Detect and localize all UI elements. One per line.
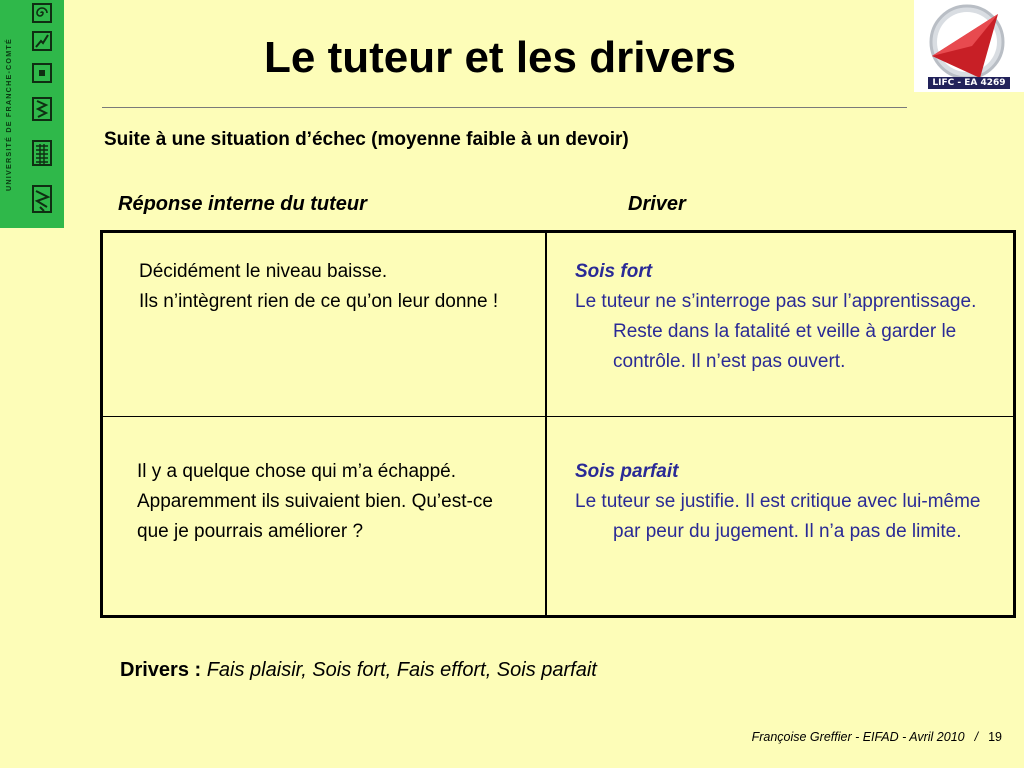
column-header-response: Réponse interne du tuteur: [118, 193, 367, 215]
tutor-response: Décidément le niveau baisse. Ils n’intègrent rien de ce qu’on leur donne !: [139, 261, 499, 312]
driver-block: [575, 457, 1013, 547]
grid-icon: [31, 142, 53, 164]
subtitle: Suite à une situation d’échec (moyenne faible à un devoir): [104, 129, 629, 150]
footer-separator: /: [974, 730, 979, 744]
driver-description: Le tuteur se justifie. Il est critique avec lui-même par peur du jugement. Il n’a pas de limite.: [575, 491, 981, 542]
drivers-summary: [120, 659, 597, 682]
university-icons: [26, 0, 58, 228]
page-title: Le tuteur et les drivers: [264, 33, 736, 82]
figure-icon: [31, 188, 53, 210]
title-divider: [102, 107, 907, 108]
driver-name: Sois parfait: [575, 461, 679, 482]
spiral-icon: [31, 2, 53, 24]
driver-description: Le tuteur ne s’interroge pas sur l’apprentissage. Reste dans la fatalité et veille à garder le contrôle. Il n’est pas ouvert.: [575, 291, 977, 372]
slide-footer: [752, 730, 1002, 744]
university-name: UNIVERSITÉ DE FRANCHE-COMTÉ: [3, 37, 13, 191]
zigzag-icon: [31, 98, 53, 120]
logo-caption: LIFC - EA 4269: [928, 77, 1010, 89]
driver-block: [575, 257, 1013, 377]
driver-cell: [546, 232, 1015, 417]
author-credit: Françoise Greffier - EIFAD - Avril 2010: [751, 730, 965, 744]
diagonal-line-icon: [31, 30, 53, 52]
drivers-table: [100, 230, 1016, 618]
table-row: [102, 417, 1015, 617]
page-number: 19: [988, 730, 1002, 744]
square-icon: [31, 62, 53, 84]
response-cell: [102, 232, 547, 417]
response-cell: [102, 417, 547, 617]
table-row: [102, 232, 1015, 417]
drivers-label: Drivers :: [120, 659, 202, 681]
university-logo-strip: [0, 0, 64, 228]
lifc-logo: [914, 0, 1024, 92]
column-header-driver: Driver: [628, 193, 686, 215]
tutor-response: Il y a quelque chose qui m’a échappé. Apparemment ils suivaient bien. Qu’est-ce que je pourrais améliorer ?: [137, 461, 493, 542]
driver-name: Sois fort: [575, 261, 653, 282]
drivers-list: Fais plaisir, Sois fort, Fais effort, Sois parfait: [206, 659, 597, 681]
driver-cell: [546, 417, 1015, 617]
